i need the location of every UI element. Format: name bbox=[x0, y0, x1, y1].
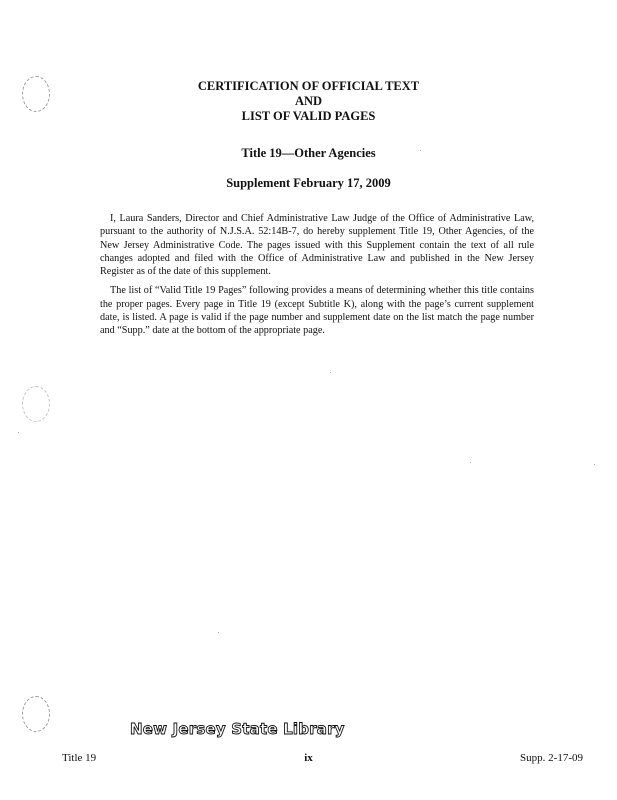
supplement-label-block bbox=[0, 176, 617, 191]
valid-pages-paragraph: The list of “Valid Title 19 Pages” following provides a means of determining whether this title contains the proper pages. Every page in Title 19 (except Subtitle K), along with the page’s current supplement date, is listed. A page is valid if the page number and supplement date on the list match the page number and “Supp.” date at the bottom of the appropriate page. bbox=[100, 285, 534, 337]
library-stamp: New Jersey State Library bbox=[130, 720, 345, 738]
heading-block bbox=[0, 79, 617, 124]
title-label-block bbox=[0, 146, 617, 161]
certification-body bbox=[100, 212, 534, 344]
title-label: Title 19—Other Agencies bbox=[241, 146, 376, 160]
heading-line-2: AND bbox=[294, 94, 323, 108]
footer-supplement-date: Supp. 2-17-09 bbox=[520, 752, 583, 764]
certification-paragraph: I, Laura Sanders, Director and Chief Administrative Law Judge of the Office of Administrative Law, pursuant to the authority of N.J.S.A. 52:14B-7, do hereby supplement Title 19, Other Agencies, of the New Jersey Administrative Code. The pages issued with this Supplement contain the text of all rule changes adopted and filed with the Office of Administrative Law and published in the New Jersey Register as of the date of this supplement. bbox=[100, 213, 534, 278]
supplement-date-label: Supplement February 17, 2009 bbox=[226, 176, 391, 190]
footer-title: Title 19 bbox=[62, 752, 97, 764]
scan-speck bbox=[18, 432, 19, 433]
scan-speck bbox=[218, 632, 219, 633]
punch-hole-middle bbox=[22, 386, 50, 422]
scan-speck bbox=[330, 372, 331, 373]
punch-hole-bottom bbox=[22, 696, 50, 732]
heading-line-3: LIST OF VALID PAGES bbox=[241, 109, 376, 123]
footer-page-number: ix bbox=[304, 752, 313, 764]
heading-line-1: CERTIFICATION OF OFFICIAL TEXT bbox=[197, 79, 420, 93]
scan-speck bbox=[594, 464, 595, 465]
scan-speck bbox=[470, 462, 471, 463]
